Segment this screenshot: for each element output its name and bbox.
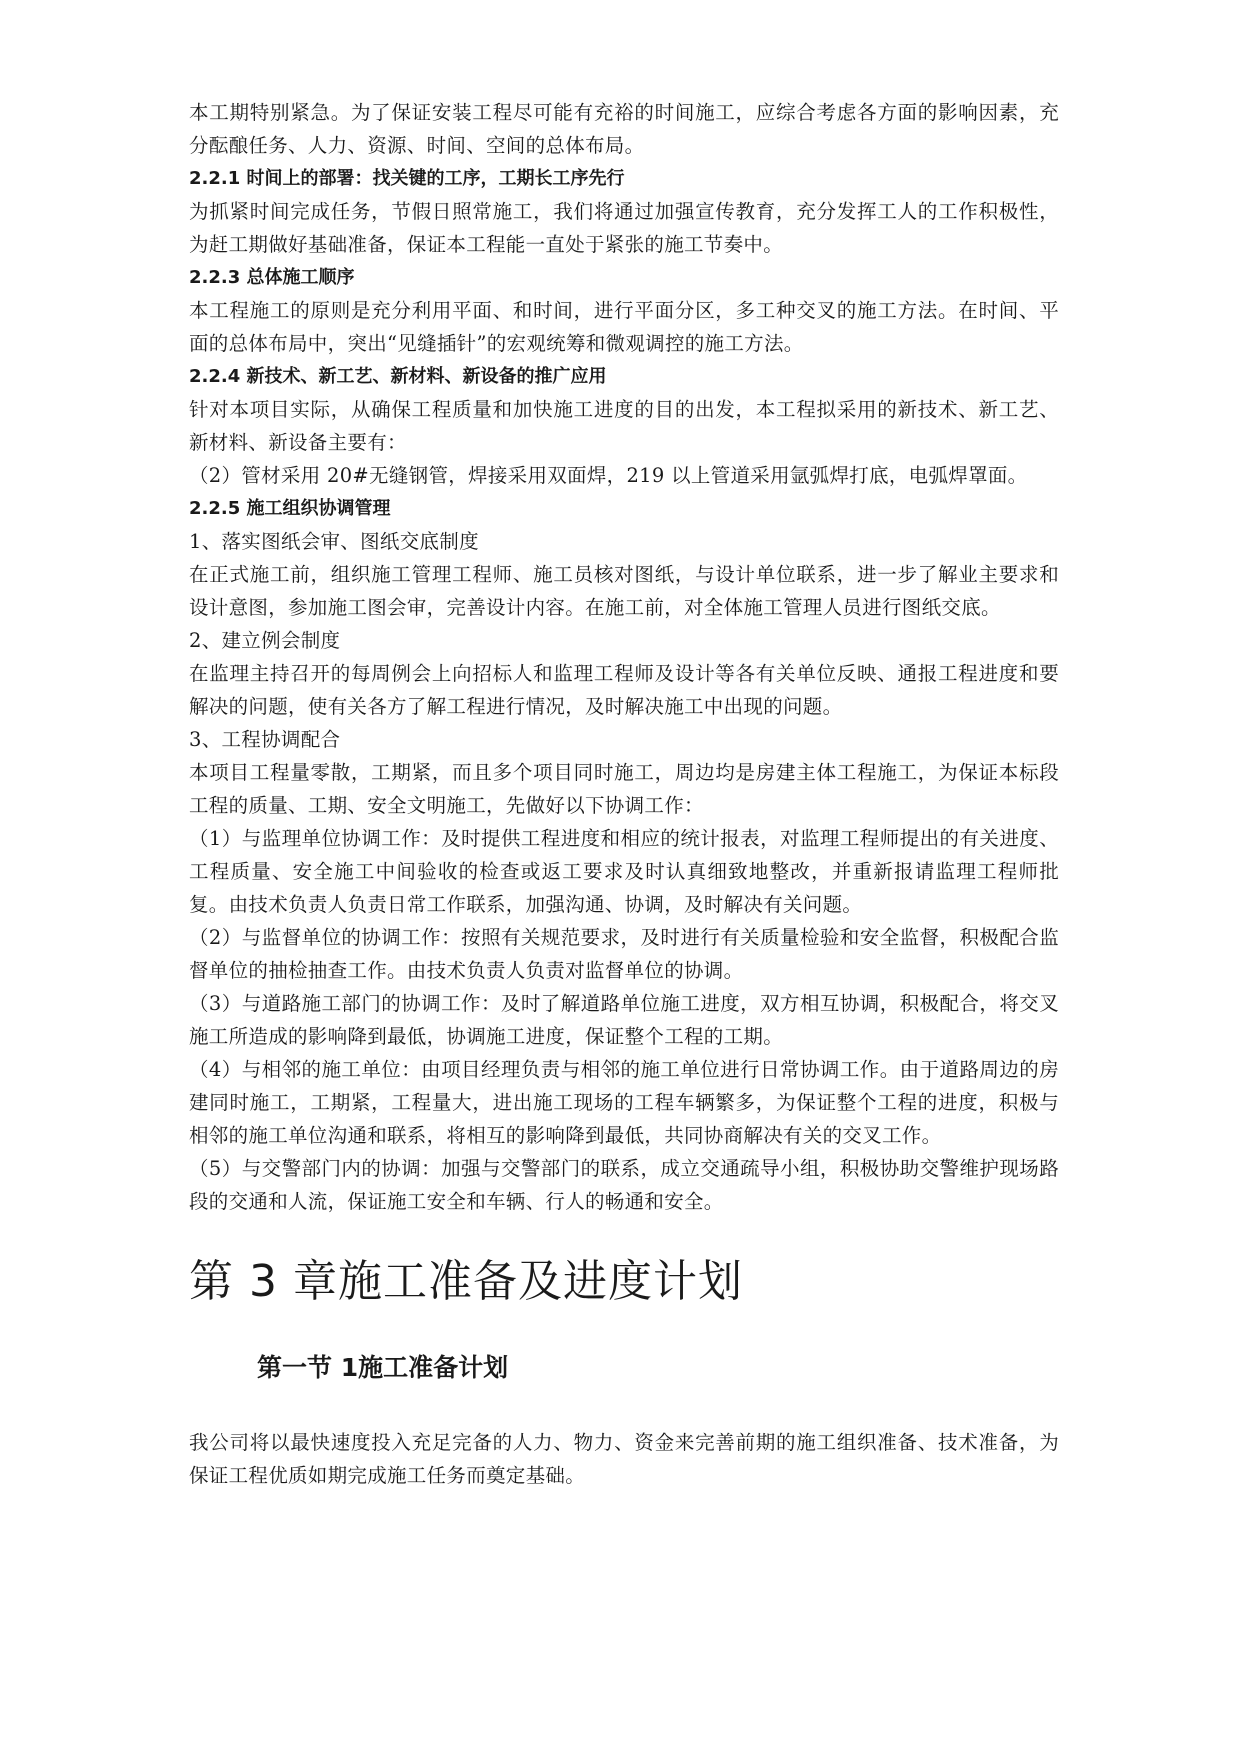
paragraph-2-2-1: 为抓紧时间完成任务，节假日照常施工，我们将通过加强宣传教育，充分发挥工人的工作积极性，为赶工期做好基础准备，保证本工程能一直处于紧张的施工节奏中。	[189, 200, 1059, 256]
coordination-2: （2）与监督单位的协调工作：按照有关规范要求，及时进行有关质量检验和安全监督，积极配合监督单位的抽检抽查工作。由技术负责人负责对监督单位的协调。	[189, 926, 1059, 982]
item-2-body: 在监理主持召开的每周例会上向招标人和监理工程师及设计等各有关单位反映、通报工程进度和要解决的问题，使有关各方了解工程进行情况，及时解决施工中出现的问题。	[189, 662, 1059, 718]
spacer	[189, 1388, 1059, 1426]
closing-paragraph: 我公司将以最快速度投入充足完备的人力、物力、资金来完善前期的施工组织准备、技术准备，为保证工程优质如期完成施工任务而奠定基础。	[189, 1431, 1059, 1487]
heading-2-2-4: 2.2.4 新技术、新工艺、新材料、新设备的推广应用	[189, 366, 607, 387]
coordination-5: （5）与交警部门内的协调：加强与交警部门的联系，成立交通疏导小组，积极协助交警维护现场路段的交通和人流，保证施工安全和车辆、行人的畅通和安全。	[189, 1157, 1059, 1213]
heading-2-2-5: 2.2.5 施工组织协调管理	[189, 498, 391, 519]
item-3-body: 本项目工程量零散，工期紧，而且多个项目同时施工，周边均是房建主体工程施工，为保证本标段工程的质量、工期、安全文明施工，先做好以下协调工作：	[189, 761, 1059, 817]
item-1-title: 1、落实图纸会审、图纸交底制度	[189, 530, 479, 553]
paragraph-2-2-4-b: （2）管材采用 20#无缝钢管，焊接采用双面焊，219 以上管道采用氩弧焊打底，电弧焊罩面。	[189, 464, 1028, 487]
coordination-1: （1）与监理单位协调工作：及时提供工程进度和相应的统计报表，对监理工程师提出的有关进度、工程质量、安全施工中间验收的检查或返工要求及时认真细致地整改，并重新报请监理工程师批复。由技术负责人负责日常工作联系，加强沟通、协调，及时解决有关问题。	[189, 827, 1059, 916]
section-title: 第一节 1施工准备计划	[257, 1353, 509, 1382]
item-1-body: 在正式施工前，组织施工管理工程师、施工员核对图纸，与设计单位联系，进一步了解业主要求和设计意图，参加施工图会审，完善设计内容。在施工前，对全体施工管理人员进行图纸交底。	[189, 563, 1059, 619]
heading-2-2-3: 2.2.3 总体施工顺序	[189, 267, 355, 288]
coordination-3: （3）与道路施工部门的协调工作：及时了解道路单位施工进度，双方相互协调，积极配合，将交叉施工所造成的影响降到最低，协调施工进度，保证整个工程的工期。	[189, 992, 1059, 1048]
paragraph-2-2-4-a: 针对本项目实际，从确保工程质量和加快施工进度的目的出发，本工程拟采用的新技术、新工艺、新材料、新设备主要有：	[189, 398, 1059, 454]
chapter-title: 第 3 章施工准备及进度计划	[189, 1256, 743, 1307]
document-page	[189, 96, 1059, 1492]
intro-paragraph: 本工期特别紧急。为了保证安装工程尽可能有充裕的时间施工，应综合考虑各方面的影响因素，充分酝酿任务、人力、资源、时间、空间的总体布局。	[189, 101, 1059, 157]
paragraph-2-2-3: 本工程施工的原则是充分利用平面、和时间，进行平面分区，多工种交叉的施工方法。在时间、平面的总体布局中，突出“见缝插针”的宏观统筹和微观调控的施工方法。	[189, 299, 1059, 355]
item-2-title: 2、建立例会制度	[189, 629, 341, 652]
heading-2-2-1: 2.2.1 时间上的部署：找关键的工序，工期长工序先行	[189, 168, 625, 189]
coordination-4: （4）与相邻的施工单位：由项目经理负责与相邻的施工单位进行日常协调工作。由于道路周边的房建同时施工，工期紧，工程量大，进出施工现场的工程车辆繁多，为保证整个工程的进度，积极与相邻的施工单位沟通和联系，将相互的影响降到最低，共同协商解决有关的交叉工作。	[189, 1058, 1059, 1147]
item-3-title: 3、工程协调配合	[189, 728, 341, 751]
